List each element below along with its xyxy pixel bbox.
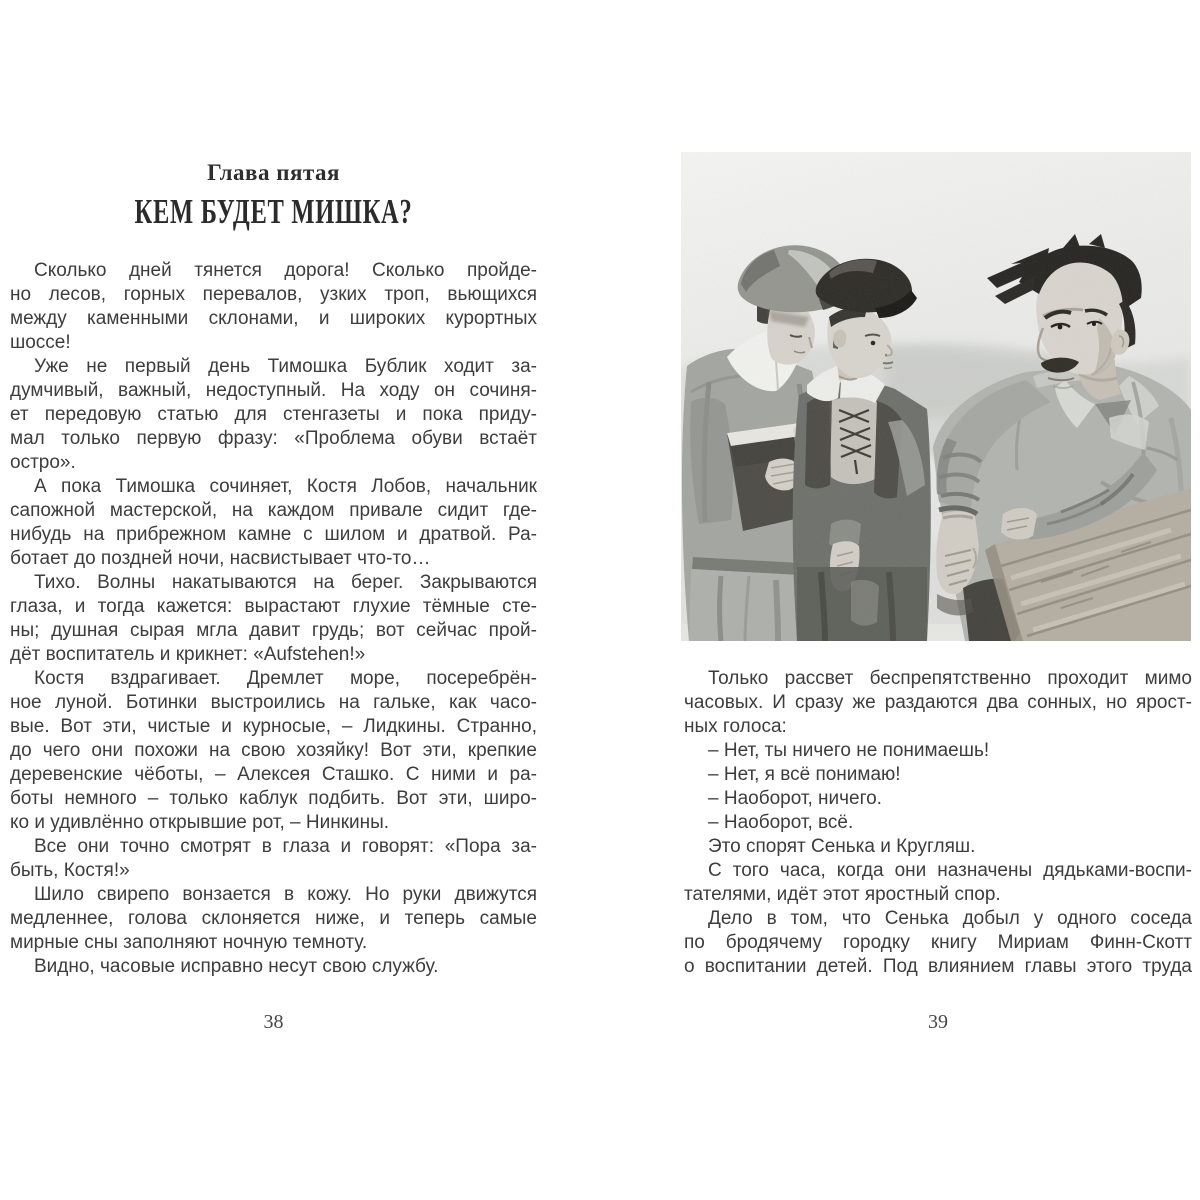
text-line: – Нет, я всё понимаю!: [708, 764, 901, 785]
text-line: остро».: [10, 452, 76, 473]
paragraph: [684, 787, 1192, 811]
story-illustration: [681, 152, 1191, 641]
text-line: Костя вздрагивает. Дремлет море, посеребрён-: [34, 668, 537, 689]
text-line: дёт воспитатель и крикнет: «Aufstehen!»: [10, 644, 366, 665]
text-line: ное луной. Ботинки выстроились на гальке, как часо-: [10, 692, 537, 713]
paragraph: [10, 883, 537, 955]
page-number-right: 39: [928, 1011, 948, 1033]
text-line: Видно, часовые исправно несут свою службу.: [34, 956, 439, 977]
text-line: Это спорят Сенька и Кругляш.: [708, 836, 976, 857]
text-line: сапожной мастерской, на каждом привале сидит где-: [10, 500, 537, 521]
text-line: – Нет, ты ничего не понимаешь!: [708, 740, 990, 761]
text-line: шоссе!: [10, 332, 71, 353]
text-line: мирные сны заполняют ночную темноту.: [10, 932, 368, 953]
paragraph: [684, 835, 1192, 859]
text-line: Тихо. Волны накатываются на берег. Закрываются: [34, 572, 537, 593]
text-line: ет передовую статью для стенгазеты и пока приду-: [10, 404, 537, 425]
text-line: быть, Костя!»: [10, 860, 130, 881]
text-line: нибудь на прибрежном камне с шилом и дратвой. Ра-: [10, 524, 537, 545]
text-line: о воспитании детей. Под влиянием главы этого труда: [684, 956, 1192, 977]
text-line: С того часа, когда они назначены дядьками-воспи-: [708, 860, 1192, 881]
paragraph: [10, 571, 537, 667]
text-line: деревенские чёботы, – Алексея Сташко. С ними и ра-: [10, 764, 537, 785]
text-line: Все они точно смотрят в глаза и говорят: «Пора за-: [34, 836, 537, 857]
paragraph: [684, 739, 1192, 763]
left-page-body: [10, 259, 537, 979]
text-line: по бродячему городку книгу Мириам Финн-Скотт: [684, 932, 1192, 953]
text-line: ных голоса:: [684, 716, 787, 737]
text-line: часовых. И сразу же раздаются два сонных, но ярост-: [684, 692, 1192, 713]
text-line: ботает до поздней ночи, насвистывает что-то…: [10, 548, 431, 569]
text-line: вые. Вот эти, чистые и курносые, – Лидкины. Странно,: [10, 716, 537, 737]
text-line: Только рассвет беспрепятственно проходит мимо: [708, 668, 1192, 689]
paragraph: [684, 907, 1192, 979]
text-line: глаза, и тогда кажется: вырастают глухие тёмные сте-: [10, 596, 537, 617]
text-line: думчивый, важный, недоступный. На ходу он сочиня-: [10, 380, 537, 401]
paragraph: [684, 859, 1192, 907]
paragraph: [10, 835, 537, 883]
text-line: Уже не первый день Тимошка Бублик ходит за-: [34, 356, 537, 377]
paragraph: [684, 667, 1192, 739]
paragraph: [10, 955, 537, 979]
text-line: тателями, идёт этот яростный спор.: [684, 884, 1001, 905]
chapter-title-text: КЕМ БУДЕТ МИШКА?: [134, 192, 413, 231]
text-line: Шило свирепо вонзается в кожу. Но руки движутся: [34, 884, 537, 905]
paragraph: [10, 667, 537, 835]
text-line: боты немного – только каблук подбить. Вот эти, широ-: [10, 788, 537, 809]
paragraph: [684, 811, 1192, 835]
text-line: но лесов, горных перевалов, узких троп, вьющихся: [10, 284, 537, 305]
chapter-label: Глава пятая: [207, 160, 340, 185]
watercolor-grain: [681, 152, 1191, 641]
text-line: между каменными склонами, и широких курортных: [10, 308, 537, 329]
text-line: – Наоборот, всё.: [708, 812, 854, 833]
text-line: до чего они похожи на свою хозяйку! Вот эти, крепкие: [10, 740, 537, 761]
right-page-body: [684, 667, 1192, 979]
text-line: медленнее, голова склоняется ниже, и теперь самые: [10, 908, 537, 929]
text-line: ко и удивлённо открывшие рот, – Нинкины.: [10, 812, 390, 833]
page-number-left: 38: [263, 1011, 284, 1033]
text-line: Сколько дней тянется дорога! Сколько пройде-: [34, 260, 537, 281]
chapter-title: [10, 192, 537, 232]
paragraph: [10, 475, 537, 571]
text-line: ны; душная сырая мгла давит грудь; вот сейчас прой-: [10, 620, 537, 641]
text-line: мал только первую фразу: «Проблема обуви встаёт: [10, 428, 537, 449]
text-line: А пока Тимошка сочиняет, Костя Лобов, начальник: [34, 476, 537, 497]
text-line: – Наоборот, ничего.: [708, 788, 882, 809]
paragraph: [684, 763, 1192, 787]
paragraph: [10, 355, 537, 475]
paragraph: [10, 259, 537, 355]
text-line: Дело в том, что Сенька добыл у одного соседа: [708, 908, 1192, 929]
